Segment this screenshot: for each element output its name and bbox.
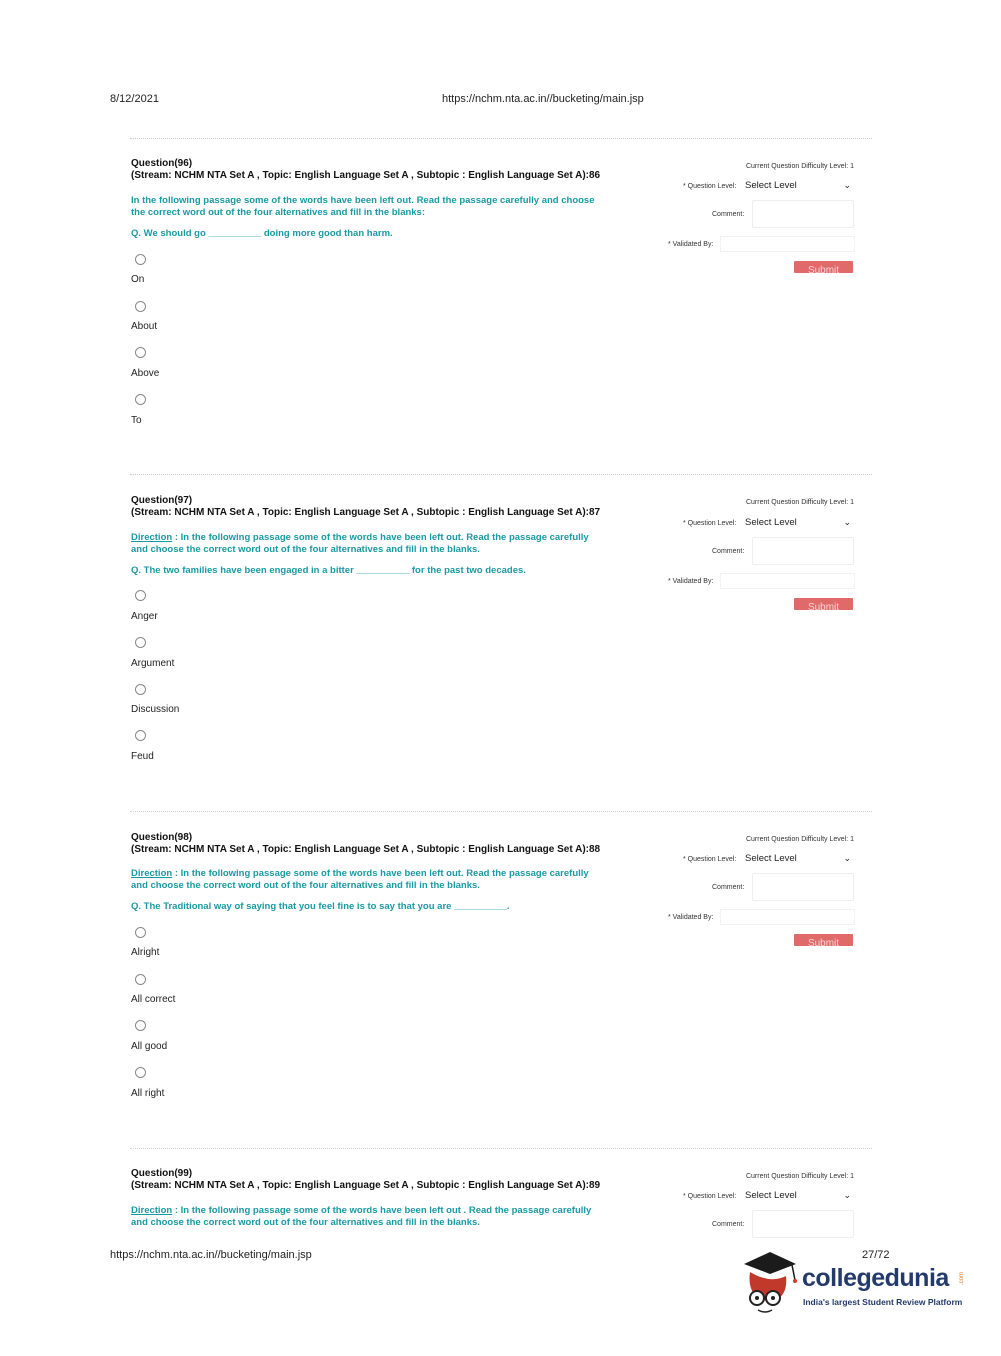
validated-by-label: * Validated By: [668,241,714,248]
comment-label: Comment: [712,211,745,218]
option-label: All right [131,1088,165,1099]
comment-field[interactable] [752,1210,854,1238]
question-stream: (Stream: NCHM NTA Set A , Topic: English Language Set A , Subtopic : English Language Set A):89 [131,1180,601,1191]
question-level-select[interactable] [745,180,853,194]
option-radio[interactable] [135,684,146,695]
option-label: On [131,274,145,285]
option-label: Argument [131,658,175,669]
option-radio[interactable] [135,1020,146,1031]
option-radio[interactable] [135,1067,146,1078]
question-level-label: * Question Level: [683,520,737,527]
option-label: To [131,415,142,426]
validated-by-field[interactable] [720,573,855,589]
logo-com-text: .com [959,1272,965,1286]
mascot-icon [740,1250,802,1320]
validated-by-field[interactable] [720,909,855,925]
direction-text: : In the following passage some of the words have been left out. Read the passage carefully and choose the correct word out of the four alternatives and fill in the blanks. [131,532,589,555]
question-direction [131,532,601,555]
comment-label: Comment: [712,1221,745,1228]
print-date: 8/12/2021 [110,93,159,105]
question-number: Question(99) [131,1168,193,1179]
option-radio[interactable] [135,347,146,358]
page-number: 27/72 [862,1249,890,1261]
collegedunia-logo [740,1250,970,1320]
question-stream: (Stream: NCHM NTA Set A , Topic: English Language Set A , Subtopic : English Language Set A):86 [131,170,601,181]
comment-field[interactable] [752,873,854,901]
chevron-down-icon: ⌄ [843,180,851,190]
submit-label: Submit [807,602,840,610]
direction-text: : In the following passage some of the words have been left out. Read the passage carefully and choose the correct word out of the four alternatives and fill in the blanks. [131,868,589,891]
question-level-select[interactable] [745,517,853,531]
question-level-select[interactable] [745,853,853,867]
submit-button[interactable] [794,261,853,273]
option-label: About [131,321,158,332]
comment-field[interactable] [752,200,854,228]
question-text: Q. The two families have been engaged in a bitter __________ for the past two decades. [131,565,526,576]
difficulty-level-text: Current Question Difficulty Level: 1 [745,1173,854,1180]
option-radio[interactable] [135,927,146,938]
question-direction [131,868,601,891]
validated-by-field[interactable] [720,236,855,252]
difficulty-level-text: Current Question Difficulty Level: 1 [745,836,854,843]
difficulty-level-text: Current Question Difficulty Level: 1 [745,499,854,506]
direction-link[interactable]: Direction [131,1205,173,1216]
validated-by-label: * Validated By: [668,914,714,921]
question-number: Question(96) [131,158,193,169]
option-label: Alright [131,947,160,958]
direction-text: : In the following passage some of the words have been left out . Read the passage carefully and choose the correct word out of the four alternatives and fill in the blanks. [131,1205,592,1228]
option-radio[interactable] [135,394,146,405]
question-divider [130,811,872,812]
select-value: Select Level [745,517,797,528]
question-level-label: * Question Level: [683,856,737,863]
select-value: Select Level [745,1190,797,1201]
direction-link[interactable]: Direction [131,868,173,879]
question-divider [130,1148,872,1149]
difficulty-level-text: Current Question Difficulty Level: 1 [745,163,854,170]
validated-by-label: * Validated By: [668,578,714,585]
question-stream: (Stream: NCHM NTA Set A , Topic: English Language Set A , Subtopic : English Language Set A):87 [131,507,601,518]
comment-label: Comment: [712,548,745,555]
question-direction [131,195,601,218]
submit-button[interactable] [794,934,853,946]
option-radio[interactable] [135,301,146,312]
question-divider [130,474,872,475]
submit-button[interactable] [794,598,853,610]
option-label: All correct [131,994,176,1005]
chevron-down-icon: ⌄ [843,517,851,527]
footer-url: https://nchm.nta.ac.in//bucketing/main.jsp [110,1249,312,1261]
chevron-down-icon: ⌄ [843,1190,851,1200]
question-text: Q. We should go __________ doing more good than harm. [131,228,393,239]
comment-label: Comment: [712,884,745,891]
question-number: Question(97) [131,495,193,506]
select-value: Select Level [745,853,797,864]
direction-link[interactable]: Direction [131,532,173,543]
question-level-select[interactable] [745,1190,853,1204]
question-level-label: * Question Level: [683,1193,737,1200]
option-radio[interactable] [135,590,146,601]
print-url: https://nchm.nta.ac.in//bucketing/main.jsp [442,93,644,105]
question-divider [130,138,872,139]
option-radio[interactable] [135,254,146,265]
chevron-down-icon: ⌄ [843,853,851,863]
comment-field[interactable] [752,537,854,565]
question-number: Question(98) [131,832,193,843]
submit-label: Submit [807,265,840,273]
logo-brand-text: collegedunia [802,1264,949,1292]
direction-text: In the following passage some of the words have been left out. Read the passage carefully and choose the correct word out of the four alternatives and fill in the blanks: [131,195,595,218]
question-direction [131,1205,601,1228]
logo-tagline: India's largest Student Review Platform [803,1297,963,1307]
option-label: Above [131,368,160,379]
question-level-label: * Question Level: [683,183,737,190]
option-label: Anger [131,611,158,622]
option-label: Discussion [131,704,180,715]
option-radio[interactable] [135,730,146,741]
option-radio[interactable] [135,974,146,985]
option-label: Feud [131,751,154,762]
option-radio[interactable] [135,637,146,648]
option-label: All good [131,1041,168,1052]
submit-label: Submit [807,938,840,946]
select-value: Select Level [745,180,797,191]
question-text: Q. The Traditional way of saying that you feel fine is to say that you are __________. [131,901,510,912]
question-stream: (Stream: NCHM NTA Set A , Topic: English Language Set A , Subtopic : English Language Set A):88 [131,844,601,855]
